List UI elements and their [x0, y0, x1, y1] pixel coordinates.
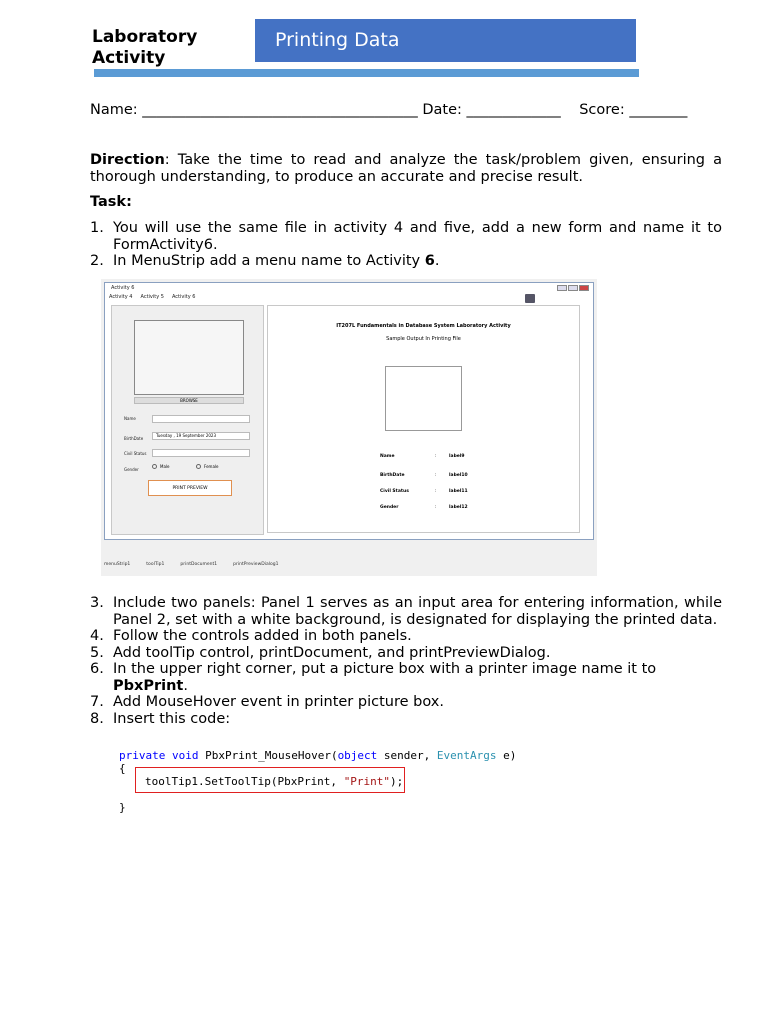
list-text-bold: PbxPrint: [113, 677, 184, 694]
field-label: Name: [124, 416, 136, 421]
maximize-icon: [568, 285, 578, 291]
list-item: [90, 595, 722, 628]
radio-label: Female: [204, 464, 219, 469]
civil-status-combo: [152, 449, 250, 457]
header-title-line1: Laboratory: [92, 27, 198, 47]
output-picture-box: [385, 366, 462, 431]
output-label: Name: [380, 454, 395, 459]
code-keyword: object: [337, 749, 378, 762]
field-label: Civil Status: [124, 451, 147, 456]
printer-icon: [525, 294, 535, 303]
list-text-bold: 6: [424, 253, 435, 269]
list-item: [90, 661, 722, 694]
header-title-line2: Activity: [92, 48, 166, 68]
menu-item: Activity 4: [109, 294, 133, 300]
form-window: [104, 282, 594, 540]
output-colon: :: [435, 473, 437, 478]
code-type: EventArgs: [436, 749, 497, 762]
picture-box: [134, 320, 244, 395]
direction-text: : Take the time to read and analyze the task/problem given, ensuring a thorough understanding, to produce an accurate and precise result.: [90, 152, 722, 185]
output-value: label12: [449, 505, 468, 510]
code-text: toolTip1.SetToolTip(PbxPrint,: [145, 775, 344, 788]
student-info-line: Name: ______________________________________ Date: _____________ Score: ________: [90, 102, 688, 118]
direction-paragraph: [90, 152, 722, 186]
component-item: printPreviewDialog1: [233, 562, 279, 567]
list-text: You will use the same file in activity 4 and five, add a new form and name it to FormActivity6.: [113, 220, 722, 253]
list-number: 7.: [90, 694, 104, 710]
minimize-icon: [557, 285, 567, 291]
panel2-title: IT207L Fundamentals in Database System Laboratory Activity: [336, 323, 511, 329]
window-titlebar: Activity 6: [111, 285, 135, 291]
list-item: [90, 220, 722, 253]
code-keyword: void: [171, 749, 199, 762]
list-item: [90, 645, 722, 662]
component-tray: [104, 562, 278, 567]
list-number: 3.: [90, 595, 104, 611]
list-text-part: .: [183, 677, 188, 694]
header-rule: [94, 69, 639, 77]
component-item: menuStrip1: [104, 562, 131, 567]
list-number: 4.: [90, 628, 104, 644]
output-value: label10: [449, 473, 468, 478]
window-controls: [557, 285, 589, 291]
name-textbox: [152, 415, 250, 423]
menu-item: Activity 5: [140, 294, 164, 300]
list-text-part: In the upper right corner, put a picture box with a printer image name it to: [113, 661, 657, 677]
code-text: );: [390, 775, 404, 788]
designer-screenshot: [101, 279, 597, 576]
list-item: [90, 694, 722, 711]
code-brace: }: [119, 801, 126, 814]
menu-item: Activity 6: [171, 294, 196, 300]
code-brace: {: [119, 762, 126, 775]
radio-label: Male: [160, 464, 170, 469]
code-text: sender,: [377, 749, 437, 762]
output-panel: [267, 305, 580, 533]
code-string: "Print": [343, 775, 391, 788]
component-item: printDocument1: [180, 562, 218, 567]
radio-circle-icon: [196, 464, 201, 469]
input-panel: [111, 305, 264, 535]
radio-male: [152, 464, 169, 469]
list-item: [90, 628, 722, 645]
print-preview-button: PRINT PREVIEW: [148, 480, 232, 496]
list-text-part: .: [434, 253, 440, 269]
close-icon: [579, 285, 589, 291]
list-text: [113, 253, 722, 270]
list-number: 5.: [90, 644, 104, 661]
output-label: Gender: [380, 505, 399, 510]
component-item: toolTip1: [146, 562, 165, 567]
task-label: Task:: [90, 194, 132, 210]
list-number: 1.: [90, 220, 104, 236]
code-body-line: [145, 775, 403, 788]
list-item: [90, 711, 722, 728]
task-list-part2: [90, 595, 722, 727]
code-keyword: private: [119, 749, 166, 762]
browse-button: BROWSE: [134, 397, 244, 404]
task-list-part1: [90, 220, 722, 270]
list-text: Add MouseHover event in printer picture box.: [113, 694, 444, 710]
list-number: 2.: [90, 253, 104, 269]
menu-strip: [109, 294, 195, 300]
output-value: label9: [449, 454, 465, 459]
field-label: BirthDate: [124, 436, 144, 441]
birthdate-picker: Tuesday , 19 September 2023: [152, 432, 250, 440]
output-value: label11: [449, 489, 468, 494]
field-label: Gender: [124, 467, 139, 472]
list-text: Insert this code:: [113, 710, 231, 727]
list-text: Follow the controls added in both panels.: [113, 628, 412, 644]
list-text: Add toolTip control, printDocument, and printPreviewDialog.: [113, 644, 551, 661]
header-banner: Printing Data: [255, 19, 636, 62]
output-colon: :: [435, 454, 437, 459]
code-method: PbxPrint_MouseHover(: [205, 749, 338, 762]
panel2-subtitle: Sample Output In Printing File: [386, 336, 461, 342]
list-number: 6.: [90, 661, 104, 677]
list-text: [113, 661, 722, 694]
radio-circle-icon: [152, 464, 157, 469]
direction-label: Direction: [90, 152, 165, 168]
output-label: Civil Status: [380, 489, 409, 494]
output-colon: :: [435, 489, 437, 494]
radio-female: [196, 464, 218, 469]
list-number: 8.: [90, 710, 104, 727]
output-label: BirthDate: [380, 473, 405, 478]
list-text: Include two panels: Panel 1 serves as an input area for entering information, while Panel 2, set with a white background, is designated for displaying the printed data.: [113, 595, 722, 628]
header-title: [92, 27, 197, 69]
list-text-part: In MenuStrip add a menu name to Activity: [113, 253, 425, 269]
output-colon: :: [435, 505, 437, 510]
list-item: [90, 253, 722, 270]
code-text: e): [496, 749, 517, 762]
